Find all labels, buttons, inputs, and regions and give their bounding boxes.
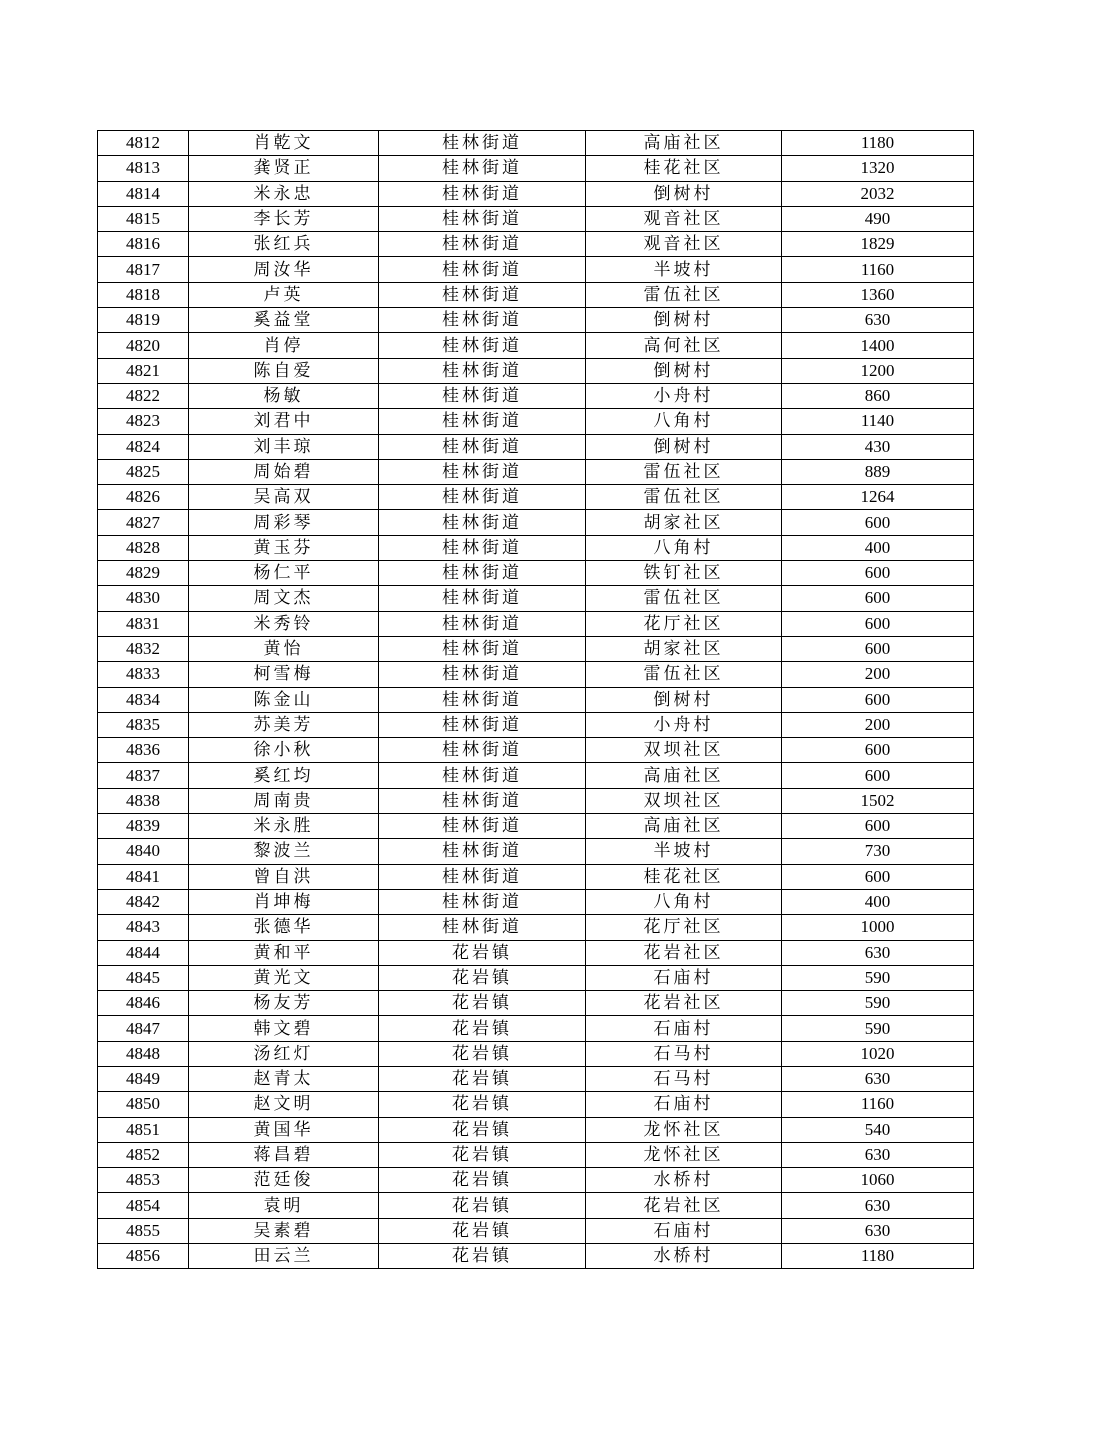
town-cell: 花岩镇 — [379, 1041, 586, 1066]
table-row — [98, 206, 974, 231]
table-row — [98, 1244, 974, 1269]
amount-cell: 1160 — [782, 257, 974, 282]
index-cell: 4821 — [98, 358, 189, 383]
index-cell: 4843 — [98, 915, 189, 940]
table-row — [98, 687, 974, 712]
village-cell: 水桥村 — [586, 1244, 782, 1269]
table-row — [98, 763, 974, 788]
town-cell: 桂林街道 — [379, 839, 586, 864]
village-cell: 石庙村 — [586, 1218, 782, 1243]
index-cell: 4856 — [98, 1244, 189, 1269]
amount-cell: 1180 — [782, 131, 974, 156]
table-row — [98, 1218, 974, 1243]
index-cell: 4841 — [98, 864, 189, 889]
table-row — [98, 1041, 974, 1066]
town-cell: 花岩镇 — [379, 1142, 586, 1167]
table-row — [98, 383, 974, 408]
name-cell: 蒋昌碧 — [189, 1142, 379, 1167]
town-cell: 花岩镇 — [379, 1066, 586, 1091]
amount-cell: 600 — [782, 611, 974, 636]
village-cell: 高庙社区 — [586, 763, 782, 788]
name-cell: 刘君中 — [189, 409, 379, 434]
name-cell: 范廷俊 — [189, 1168, 379, 1193]
amount-cell: 630 — [782, 1142, 974, 1167]
name-cell: 黄和平 — [189, 940, 379, 965]
amount-cell: 1060 — [782, 1168, 974, 1193]
table-row — [98, 915, 974, 940]
amount-cell: 630 — [782, 940, 974, 965]
town-cell: 桂林街道 — [379, 434, 586, 459]
village-cell: 雷伍社区 — [586, 459, 782, 484]
data-table — [97, 130, 974, 1269]
town-cell: 花岩镇 — [379, 940, 586, 965]
amount-cell: 540 — [782, 1117, 974, 1142]
village-cell: 花厅社区 — [586, 915, 782, 940]
table-row — [98, 839, 974, 864]
index-cell: 4823 — [98, 409, 189, 434]
table-row — [98, 333, 974, 358]
amount-cell: 200 — [782, 662, 974, 687]
amount-cell: 630 — [782, 1218, 974, 1243]
town-cell: 桂林街道 — [379, 131, 586, 156]
amount-cell: 1264 — [782, 485, 974, 510]
name-cell: 李长芳 — [189, 206, 379, 231]
village-cell: 小舟村 — [586, 383, 782, 408]
index-cell: 4838 — [98, 788, 189, 813]
index-cell: 4845 — [98, 965, 189, 990]
town-cell: 桂林街道 — [379, 308, 586, 333]
table-row — [98, 889, 974, 914]
village-cell: 龙怀社区 — [586, 1142, 782, 1167]
index-cell: 4819 — [98, 308, 189, 333]
name-cell: 米永胜 — [189, 814, 379, 839]
name-cell: 肖乾文 — [189, 131, 379, 156]
index-cell: 4832 — [98, 636, 189, 661]
table-row — [98, 991, 974, 1016]
town-cell: 桂林街道 — [379, 535, 586, 560]
index-cell: 4839 — [98, 814, 189, 839]
name-cell: 刘丰琼 — [189, 434, 379, 459]
village-cell: 半坡村 — [586, 257, 782, 282]
name-cell: 陈自爱 — [189, 358, 379, 383]
index-cell: 4831 — [98, 611, 189, 636]
name-cell: 袁明 — [189, 1193, 379, 1218]
town-cell: 桂林街道 — [379, 282, 586, 307]
village-cell: 倒树村 — [586, 434, 782, 459]
town-cell: 桂林街道 — [379, 738, 586, 763]
village-cell: 桂花社区 — [586, 156, 782, 181]
village-cell: 八角村 — [586, 535, 782, 560]
town-cell: 花岩镇 — [379, 1168, 586, 1193]
amount-cell: 600 — [782, 738, 974, 763]
town-cell: 桂林街道 — [379, 788, 586, 813]
amount-cell: 600 — [782, 687, 974, 712]
amount-cell: 600 — [782, 814, 974, 839]
town-cell: 桂林街道 — [379, 636, 586, 661]
village-cell: 半坡村 — [586, 839, 782, 864]
table-row — [98, 510, 974, 535]
name-cell: 张红兵 — [189, 232, 379, 257]
amount-cell: 1320 — [782, 156, 974, 181]
name-cell: 杨友芳 — [189, 991, 379, 1016]
index-cell: 4848 — [98, 1041, 189, 1066]
name-cell: 周始碧 — [189, 459, 379, 484]
village-cell: 石马村 — [586, 1041, 782, 1066]
name-cell: 奚益堂 — [189, 308, 379, 333]
amount-cell: 600 — [782, 763, 974, 788]
index-cell: 4835 — [98, 712, 189, 737]
table-row — [98, 1117, 974, 1142]
village-cell: 石庙村 — [586, 1016, 782, 1041]
name-cell: 田云兰 — [189, 1244, 379, 1269]
town-cell: 桂林街道 — [379, 814, 586, 839]
name-cell: 汤红灯 — [189, 1041, 379, 1066]
table-row — [98, 1066, 974, 1091]
village-cell: 水桥村 — [586, 1168, 782, 1193]
name-cell: 吴高双 — [189, 485, 379, 510]
amount-cell: 1140 — [782, 409, 974, 434]
town-cell: 桂林街道 — [379, 459, 586, 484]
amount-cell: 730 — [782, 839, 974, 864]
index-cell: 4813 — [98, 156, 189, 181]
town-cell: 桂林街道 — [379, 333, 586, 358]
name-cell: 苏美芳 — [189, 712, 379, 737]
town-cell: 桂林街道 — [379, 358, 586, 383]
index-cell: 4827 — [98, 510, 189, 535]
village-cell: 高庙社区 — [586, 814, 782, 839]
index-cell: 4820 — [98, 333, 189, 358]
village-cell: 龙怀社区 — [586, 1117, 782, 1142]
name-cell: 曾自洪 — [189, 864, 379, 889]
amount-cell: 630 — [782, 308, 974, 333]
amount-cell: 600 — [782, 586, 974, 611]
village-cell: 高庙社区 — [586, 131, 782, 156]
index-cell: 4834 — [98, 687, 189, 712]
table-row — [98, 712, 974, 737]
town-cell: 花岩镇 — [379, 1244, 586, 1269]
index-cell: 4816 — [98, 232, 189, 257]
amount-cell: 400 — [782, 889, 974, 914]
village-cell: 花厅社区 — [586, 611, 782, 636]
index-cell: 4837 — [98, 763, 189, 788]
index-cell: 4830 — [98, 586, 189, 611]
name-cell: 杨敏 — [189, 383, 379, 408]
amount-cell: 600 — [782, 510, 974, 535]
table-body — [98, 131, 974, 1269]
table-row — [98, 459, 974, 484]
table-row — [98, 1168, 974, 1193]
index-cell: 4817 — [98, 257, 189, 282]
town-cell: 桂林街道 — [379, 763, 586, 788]
name-cell: 黄玉芬 — [189, 535, 379, 560]
table-row — [98, 1016, 974, 1041]
village-cell: 石庙村 — [586, 965, 782, 990]
amount-cell: 1020 — [782, 1041, 974, 1066]
amount-cell: 490 — [782, 206, 974, 231]
name-cell: 周文杰 — [189, 586, 379, 611]
amount-cell: 2032 — [782, 181, 974, 206]
village-cell: 八角村 — [586, 889, 782, 914]
amount-cell: 630 — [782, 1066, 974, 1091]
village-cell: 花岩社区 — [586, 1193, 782, 1218]
index-cell: 4824 — [98, 434, 189, 459]
table-row — [98, 662, 974, 687]
town-cell: 桂林街道 — [379, 889, 586, 914]
name-cell: 周南贵 — [189, 788, 379, 813]
table-row — [98, 282, 974, 307]
index-cell: 4844 — [98, 940, 189, 965]
name-cell: 卢英 — [189, 282, 379, 307]
name-cell: 奚红均 — [189, 763, 379, 788]
village-cell: 双坝社区 — [586, 738, 782, 763]
amount-cell: 600 — [782, 636, 974, 661]
index-cell: 4842 — [98, 889, 189, 914]
town-cell: 桂林街道 — [379, 915, 586, 940]
index-cell: 4855 — [98, 1218, 189, 1243]
table-row — [98, 358, 974, 383]
index-cell: 4853 — [98, 1168, 189, 1193]
table-row — [98, 738, 974, 763]
index-cell: 4852 — [98, 1142, 189, 1167]
town-cell: 桂林街道 — [379, 156, 586, 181]
town-cell: 桂林街道 — [379, 181, 586, 206]
town-cell: 花岩镇 — [379, 1016, 586, 1041]
town-cell: 桂林街道 — [379, 586, 586, 611]
index-cell: 4833 — [98, 662, 189, 687]
name-cell: 周汝华 — [189, 257, 379, 282]
town-cell: 桂林街道 — [379, 409, 586, 434]
village-cell: 观音社区 — [586, 232, 782, 257]
amount-cell: 400 — [782, 535, 974, 560]
town-cell: 桂林街道 — [379, 485, 586, 510]
amount-cell: 600 — [782, 864, 974, 889]
index-cell: 4836 — [98, 738, 189, 763]
village-cell: 花岩社区 — [586, 940, 782, 965]
village-cell: 倒树村 — [586, 687, 782, 712]
name-cell: 黄怡 — [189, 636, 379, 661]
table-row — [98, 965, 974, 990]
name-cell: 黎波兰 — [189, 839, 379, 864]
table-row — [98, 611, 974, 636]
index-cell: 4847 — [98, 1016, 189, 1041]
table-row — [98, 1092, 974, 1117]
table-row — [98, 131, 974, 156]
town-cell: 桂林街道 — [379, 206, 586, 231]
name-cell: 米永忠 — [189, 181, 379, 206]
amount-cell: 860 — [782, 383, 974, 408]
village-cell: 观音社区 — [586, 206, 782, 231]
amount-cell: 590 — [782, 1016, 974, 1041]
name-cell: 杨仁平 — [189, 561, 379, 586]
index-cell: 4814 — [98, 181, 189, 206]
index-cell: 4840 — [98, 839, 189, 864]
table-row — [98, 1142, 974, 1167]
town-cell: 花岩镇 — [379, 1193, 586, 1218]
table-row — [98, 257, 974, 282]
village-cell: 桂花社区 — [586, 864, 782, 889]
town-cell: 花岩镇 — [379, 991, 586, 1016]
amount-cell: 1360 — [782, 282, 974, 307]
table-row — [98, 586, 974, 611]
village-cell: 雷伍社区 — [586, 485, 782, 510]
town-cell: 花岩镇 — [379, 1218, 586, 1243]
village-cell: 雷伍社区 — [586, 282, 782, 307]
table-row — [98, 814, 974, 839]
index-cell: 4850 — [98, 1092, 189, 1117]
village-cell: 花岩社区 — [586, 991, 782, 1016]
amount-cell: 200 — [782, 712, 974, 737]
amount-cell: 1160 — [782, 1092, 974, 1117]
town-cell: 桂林街道 — [379, 383, 586, 408]
village-cell: 倒树村 — [586, 181, 782, 206]
name-cell: 龚贤正 — [189, 156, 379, 181]
table-row — [98, 535, 974, 560]
name-cell: 周彩琴 — [189, 510, 379, 535]
index-cell: 4815 — [98, 206, 189, 231]
name-cell: 赵青太 — [189, 1066, 379, 1091]
index-cell: 4828 — [98, 535, 189, 560]
village-cell: 双坝社区 — [586, 788, 782, 813]
town-cell: 桂林街道 — [379, 662, 586, 687]
village-cell: 倒树村 — [586, 358, 782, 383]
amount-cell: 1502 — [782, 788, 974, 813]
name-cell: 米秀铃 — [189, 611, 379, 636]
town-cell: 桂林街道 — [379, 510, 586, 535]
name-cell: 赵文明 — [189, 1092, 379, 1117]
village-cell: 铁钉社区 — [586, 561, 782, 586]
village-cell: 倒树村 — [586, 308, 782, 333]
name-cell: 柯雪梅 — [189, 662, 379, 687]
village-cell: 雷伍社区 — [586, 662, 782, 687]
village-cell: 高何社区 — [586, 333, 782, 358]
town-cell: 桂林街道 — [379, 712, 586, 737]
amount-cell: 590 — [782, 991, 974, 1016]
table-row — [98, 308, 974, 333]
name-cell: 吴素碧 — [189, 1218, 379, 1243]
amount-cell: 630 — [782, 1193, 974, 1218]
town-cell: 花岩镇 — [379, 1117, 586, 1142]
table-row — [98, 864, 974, 889]
town-cell: 桂林街道 — [379, 611, 586, 636]
table-row — [98, 788, 974, 813]
amount-cell: 1829 — [782, 232, 974, 257]
amount-cell: 1400 — [782, 333, 974, 358]
amount-cell: 1180 — [782, 1244, 974, 1269]
amount-cell: 1200 — [782, 358, 974, 383]
amount-cell: 590 — [782, 965, 974, 990]
village-cell: 胡家社区 — [586, 510, 782, 535]
name-cell: 徐小秋 — [189, 738, 379, 763]
name-cell: 肖坤梅 — [189, 889, 379, 914]
table-row — [98, 434, 974, 459]
village-cell: 石马村 — [586, 1066, 782, 1091]
name-cell: 陈金山 — [189, 687, 379, 712]
village-cell: 石庙村 — [586, 1092, 782, 1117]
index-cell: 4818 — [98, 282, 189, 307]
table-row — [98, 1193, 974, 1218]
village-cell: 八角村 — [586, 409, 782, 434]
town-cell: 桂林街道 — [379, 561, 586, 586]
table-row — [98, 181, 974, 206]
index-cell: 4849 — [98, 1066, 189, 1091]
town-cell: 桂林街道 — [379, 257, 586, 282]
name-cell: 黄光文 — [189, 965, 379, 990]
index-cell: 4826 — [98, 485, 189, 510]
table-row — [98, 232, 974, 257]
table-row — [98, 636, 974, 661]
table-row — [98, 940, 974, 965]
index-cell: 4854 — [98, 1193, 189, 1218]
table-row — [98, 156, 974, 181]
name-cell: 黄国华 — [189, 1117, 379, 1142]
amount-cell: 1000 — [782, 915, 974, 940]
name-cell: 肖停 — [189, 333, 379, 358]
table-row — [98, 409, 974, 434]
index-cell: 4822 — [98, 383, 189, 408]
index-cell: 4851 — [98, 1117, 189, 1142]
town-cell: 桂林街道 — [379, 864, 586, 889]
town-cell: 桂林街道 — [379, 687, 586, 712]
index-cell: 4812 — [98, 131, 189, 156]
town-cell: 花岩镇 — [379, 1092, 586, 1117]
village-cell: 雷伍社区 — [586, 586, 782, 611]
town-cell: 桂林街道 — [379, 232, 586, 257]
amount-cell: 430 — [782, 434, 974, 459]
amount-cell: 889 — [782, 459, 974, 484]
name-cell: 韩文碧 — [189, 1016, 379, 1041]
village-cell: 胡家社区 — [586, 636, 782, 661]
village-cell: 小舟村 — [586, 712, 782, 737]
name-cell: 张德华 — [189, 915, 379, 940]
index-cell: 4829 — [98, 561, 189, 586]
table-row — [98, 485, 974, 510]
town-cell: 花岩镇 — [379, 965, 586, 990]
amount-cell: 600 — [782, 561, 974, 586]
index-cell: 4846 — [98, 991, 189, 1016]
table-row — [98, 561, 974, 586]
index-cell: 4825 — [98, 459, 189, 484]
